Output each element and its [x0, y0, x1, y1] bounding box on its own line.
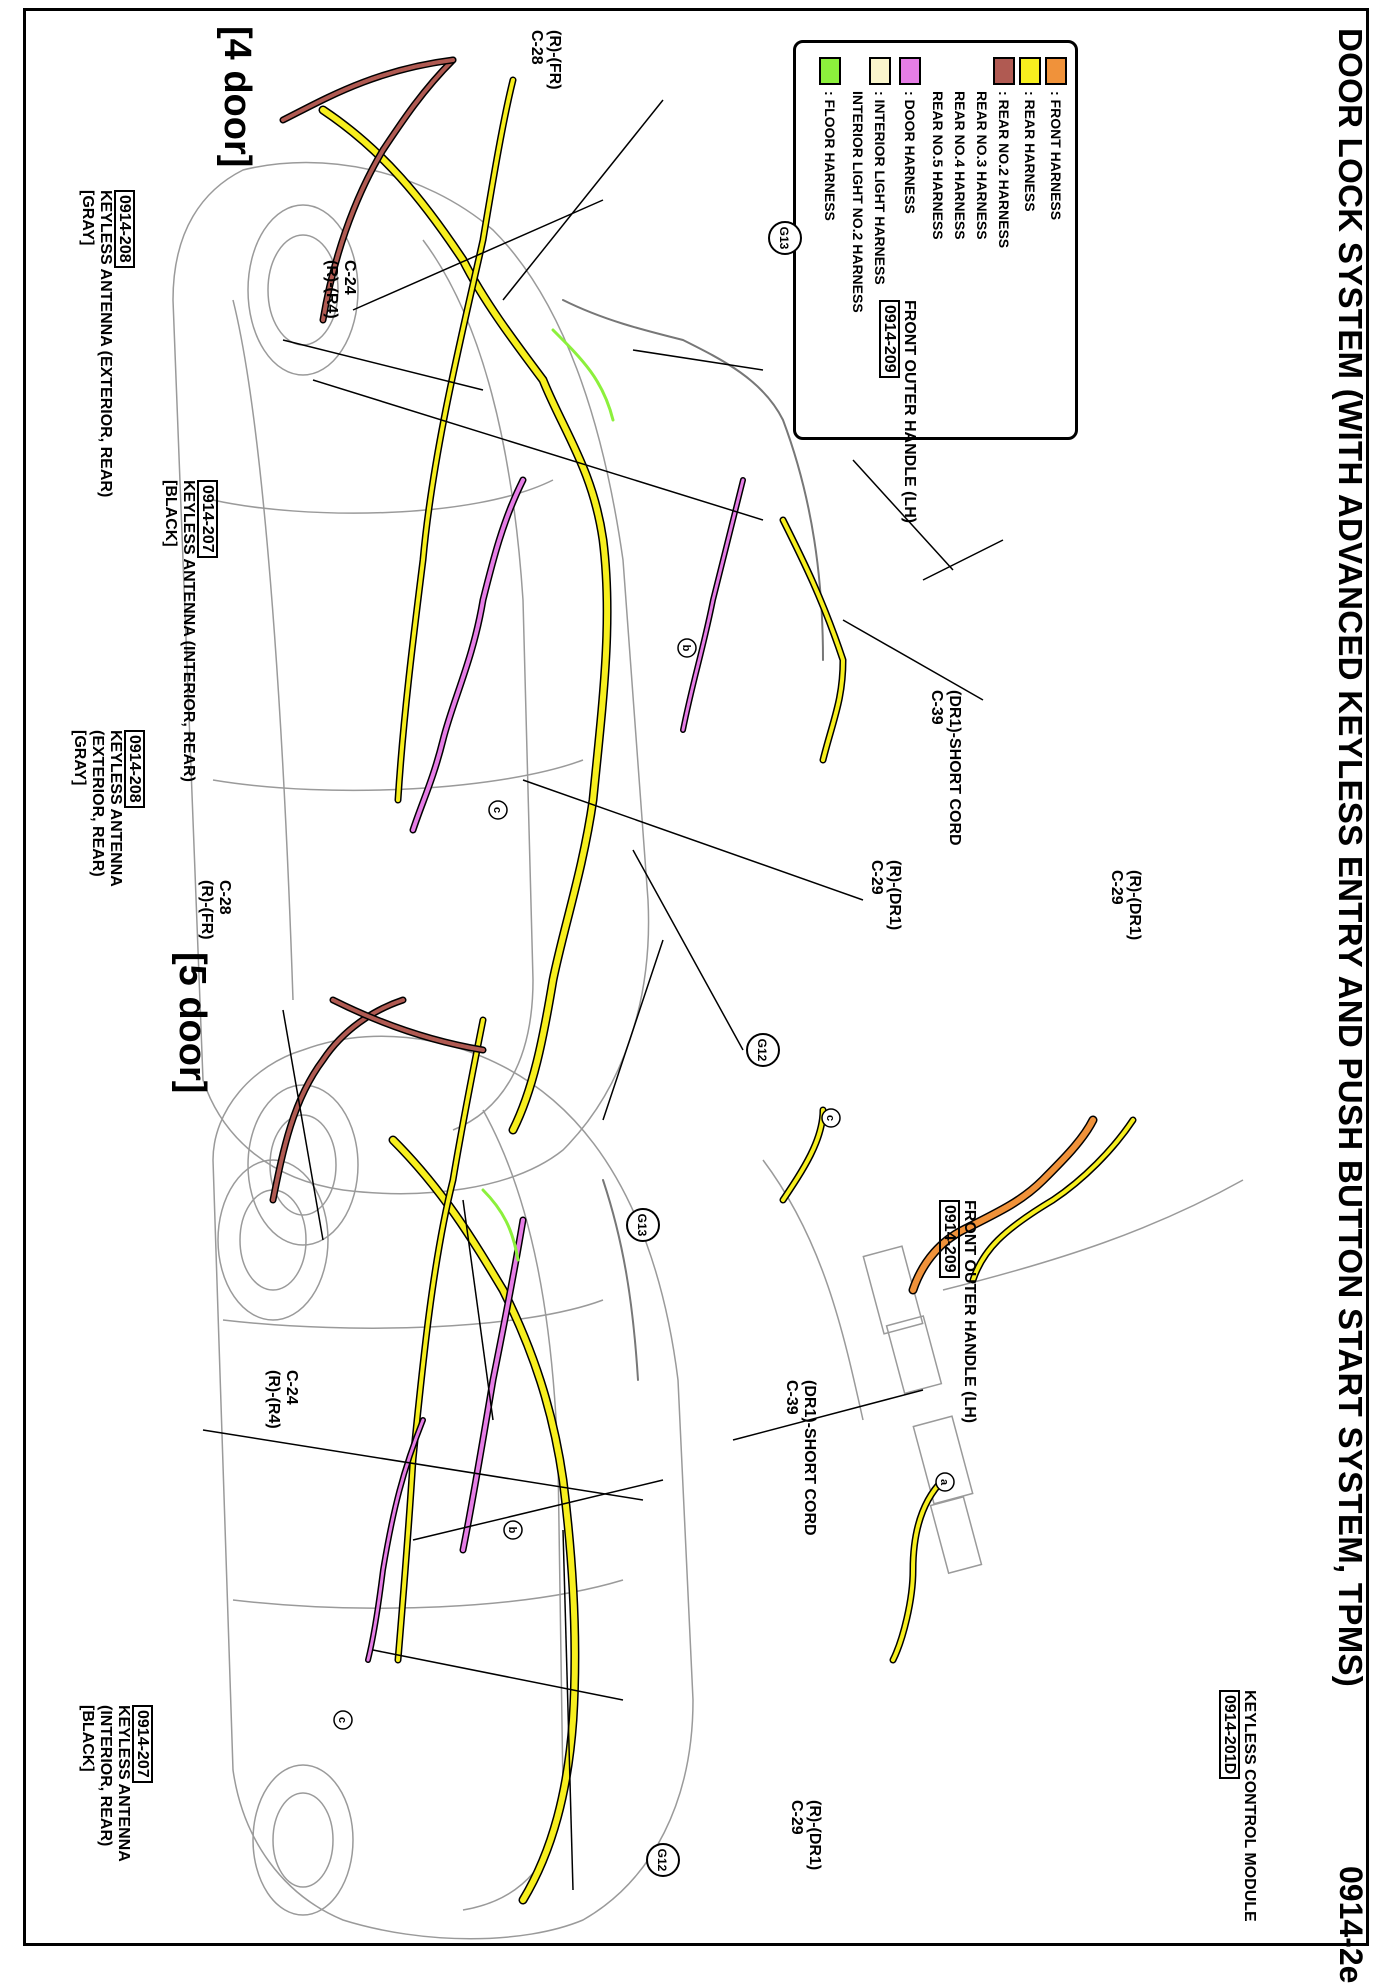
legend-label: : DOOR HARNESS — [902, 91, 918, 214]
connector-c29-4door — [867, 860, 903, 930]
connector-name: (R)-(DR1) — [806, 1800, 823, 1871]
harness-4door — [283, 60, 843, 1130]
callout-line: FRONT OUTER HANDLE (LH) — [901, 300, 918, 524]
connector-c29-module — [1107, 870, 1143, 940]
svg-text:c: c — [336, 1716, 348, 1724]
callout-line: [GRAY] — [79, 190, 96, 246]
ground-label: G12 — [755, 1038, 769, 1062]
callout-line: [BLACK] — [79, 1705, 96, 1772]
ground-g12-5door — [647, 1844, 679, 1876]
connector-c28-5door — [197, 880, 233, 940]
ground-g13-5door — [627, 1209, 659, 1241]
keyless-antenna-interior-4door — [161, 480, 218, 782]
legend-label: : INTERIOR LIGHT HARNESS — [872, 91, 888, 285]
connector-code: C-39 — [928, 690, 945, 725]
car-body-4door — [173, 163, 649, 1321]
keyless-antenna-exterior-5door — [70, 730, 145, 887]
dashboard-outline — [763, 1160, 1243, 1573]
front-outer-handle-4door — [879, 300, 918, 523]
connector-name: (R)-(FR) — [198, 880, 215, 940]
connector-c28-4door — [527, 30, 563, 90]
connector-code: C-24 — [341, 260, 358, 295]
callout-line: (EXTERIOR, REAR) — [89, 730, 106, 877]
ground-label: G13 — [777, 226, 791, 250]
callout-line: (INTERIOR, REAR) — [97, 1705, 114, 1847]
legend-label: : FRONT HARNESS — [1048, 91, 1064, 221]
keyless-control-module — [1219, 1690, 1258, 1922]
connector-code: C-29 — [788, 1800, 805, 1835]
sheet-title: DOOR LOCK SYSTEM (WITH ADVANCED KEYLESS ENTRY AND PUSH BUTTON START SYSTEM, TPMS) — [1332, 28, 1369, 1688]
marker-c-4door — [489, 801, 507, 819]
svg-text:a: a — [938, 1478, 950, 1486]
connector-name: (DR1)-SHORT CORD — [801, 1380, 818, 1536]
callout-line: [GRAY] — [71, 730, 88, 786]
section-title-5door: [5 door] — [171, 952, 213, 1094]
ref-code: 0914-208 — [124, 730, 145, 808]
connector-code: C-29 — [1108, 870, 1125, 905]
marker-b-5door — [504, 1521, 522, 1539]
connector-c29-5door — [787, 1800, 823, 1870]
marker-c-module — [822, 1109, 840, 1127]
marker-c-5door — [334, 1711, 352, 1729]
legend-label: : REAR NO.2 HARNESS — [996, 91, 1012, 249]
legend-label: REAR NO.3 HARNESS — [974, 91, 990, 240]
connector-code: C-28 — [216, 880, 233, 915]
ref-code: 0914-207 — [132, 1705, 153, 1783]
section-title-4door: [4 door] — [216, 26, 258, 168]
callout-line: KEYLESS ANTENNA — [115, 1705, 132, 1862]
callout-line: KEYLESS ANTENNA (INTERIOR, REAR) — [180, 480, 197, 782]
front-outer-handle-5door — [939, 1200, 978, 1423]
connector-name: (R)-(DR1) — [1126, 870, 1143, 941]
sheet-number: 0914-2e — [1333, 1866, 1369, 1983]
callout-line: FRONT OUTER HANDLE (LH) — [961, 1200, 978, 1424]
ref-code: 0914-209 — [879, 300, 900, 378]
svg-text:b: b — [680, 644, 692, 652]
connector-name: (R)-(R4) — [265, 1370, 282, 1429]
callout-line: KEYLESS CONTROL MODULE — [1241, 1690, 1258, 1922]
connector-name: (R)-(FR) — [546, 30, 563, 90]
connector-code: C-28 — [528, 30, 545, 65]
legend-label: : FLOOR HARNESS — [822, 91, 838, 221]
ref-code: 0914-209 — [939, 1200, 960, 1278]
legend-label: REAR NO.5 HARNESS — [930, 91, 946, 240]
marker-a-module — [936, 1473, 954, 1491]
connector-c39-5door — [782, 1380, 818, 1536]
keyless-antenna-interior-5door — [78, 1705, 153, 1862]
connector-name: (R)-(R4) — [323, 260, 340, 319]
legend-label: REAR NO.4 HARNESS — [952, 91, 968, 240]
connector-c39-4door — [927, 690, 963, 846]
connector-name: (R)-(DR1) — [886, 860, 903, 931]
connector-c24-5door — [264, 1370, 300, 1429]
ground-g12-4door — [747, 1034, 779, 1066]
legend-label: : REAR HARNESS — [1022, 91, 1038, 212]
connector-code: C-39 — [783, 1380, 800, 1415]
connector-name: (DR1)-SHORT CORD — [946, 690, 963, 846]
ref-code: 0914-208 — [114, 190, 135, 268]
callout-line: [BLACK] — [162, 480, 179, 547]
ref-code: 0914-207 — [197, 480, 218, 558]
ground-label: G12 — [655, 1848, 669, 1872]
legend-label: INTERIOR LIGHT NO.2 HARNESS — [850, 91, 866, 313]
svg-text:b: b — [506, 1526, 518, 1534]
ground-label: G13 — [635, 1213, 649, 1237]
connector-c24-4door — [322, 260, 358, 319]
callout-line: KEYLESS ANTENNA — [107, 730, 124, 887]
callout-line: KEYLESS ANTENNA (EXTERIOR, REAR) — [97, 190, 114, 498]
connector-code: C-29 — [868, 860, 885, 895]
ref-code: 0914-201D — [1219, 1690, 1240, 1779]
svg-text:c: c — [824, 1114, 836, 1122]
marker-b-4door — [678, 639, 696, 657]
connector-code: C-24 — [283, 1370, 300, 1405]
ground-g13-4door — [769, 222, 801, 254]
keyless-antenna-exterior-4door — [78, 190, 135, 497]
svg-text:c: c — [491, 806, 503, 814]
